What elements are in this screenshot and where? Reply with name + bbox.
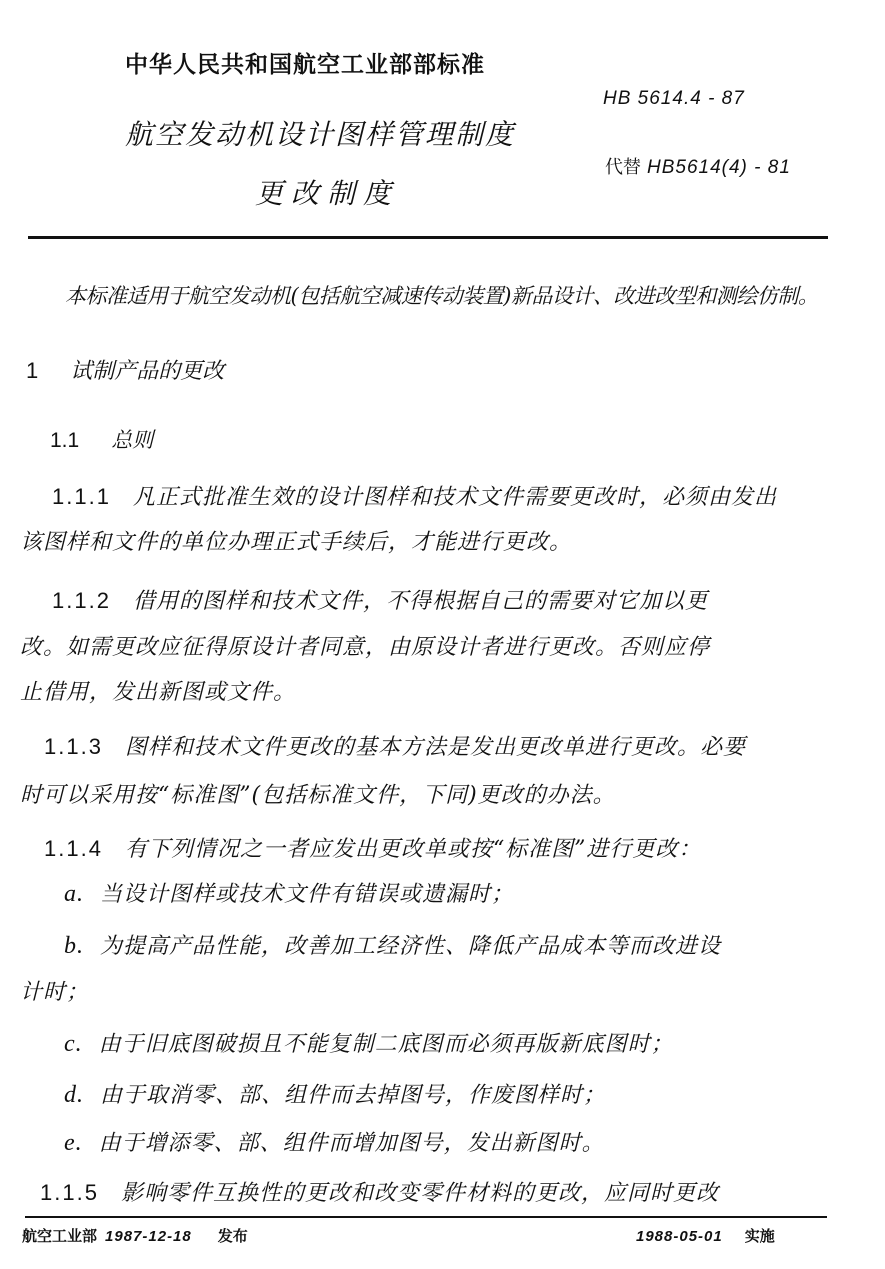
effective-info [628, 1225, 775, 1246]
footer-divider [25, 1216, 827, 1218]
clause-number: 1.1.1 [52, 484, 111, 509]
clause-number: 1.1.3 [44, 734, 103, 759]
issue-date: 1987-12-18 [105, 1228, 192, 1245]
effective-date: 1988-05-01 [636, 1228, 723, 1245]
section-number: 1 [26, 358, 39, 383]
effective-label: 实施 [744, 1227, 775, 1245]
list-item-c [64, 1027, 674, 1058]
item-label: d. [64, 1082, 84, 1108]
clause-text: 影响零件互换性的更改和改变零件材料的更改，应同时更改 [120, 1181, 719, 1206]
clause-number: 1.1.4 [44, 836, 103, 861]
list-item-d [64, 1078, 606, 1109]
clause-text: 有下列情况之一者应发出更改单或按“标准图”进行更改： [124, 837, 702, 862]
standard-code: HB 5614.4 - 87 [603, 88, 745, 109]
subsection-heading [50, 424, 153, 454]
item-label: c. [64, 1031, 83, 1057]
replaces-label: 代替 [605, 157, 641, 177]
list-item-a [64, 877, 514, 908]
organization-title: 中华人民共和国航空工业部部标准 [125, 52, 485, 78]
clause-number: 1.1.5 [40, 1180, 99, 1205]
item-text: 由于取消零、部、组件而去掉图号，作废图样时； [100, 1083, 607, 1108]
replaces-code: HB5614(4) - 81 [647, 157, 791, 178]
list-item-b-continued: 计时； [20, 980, 90, 1005]
clause-text: 图样和技术文件更改的基本方法是发出更改单进行更改。必要 [124, 735, 746, 760]
clause-1-1-3-line-1 [44, 730, 746, 761]
clause-text: 凡正式批准生效的设计图样和技术文件需要更改时，必须由发出 [132, 485, 777, 510]
header-divider [28, 236, 828, 239]
section-title: 试制产品的更改 [70, 359, 225, 384]
list-item-b [64, 929, 721, 960]
clause-1-1-1-line-1 [52, 480, 777, 511]
item-text: 由于增添零、部、组件而增加图号，发出新图时。 [98, 1131, 605, 1156]
item-text: 由于旧底图破损且不能复制二底图而必须再版新底图时； [98, 1032, 674, 1057]
item-label: b. [64, 933, 84, 959]
clause-1-1-3-line-2: 时可以采用按“标准图”(包括标准文件，下同)更改的办法。 [20, 783, 616, 808]
subsection-number: 1.1 [50, 429, 80, 452]
clause-text: 借用的图样和技术文件，不得根据自己的需要对它加以更 [132, 589, 708, 614]
document-subtitle: 更改制度 [255, 177, 400, 210]
section-heading [26, 354, 224, 385]
clause-1-1-1-line-2: 该图样和文件的单位办理正式手续后，才能进行更改。 [20, 530, 573, 555]
clause-1-1-2-line-3: 止借用，发出新图或文件。 [20, 680, 297, 705]
clause-1-1-4-line-1 [44, 832, 701, 863]
list-item-e [64, 1126, 605, 1157]
document-title: 航空发动机设计图样管理制度 [125, 118, 516, 151]
issuer: 航空工业部 [22, 1227, 98, 1245]
item-label: a. [64, 881, 84, 907]
issue-info [22, 1225, 248, 1246]
item-text: 当设计图样或技术文件有错误或遗漏时； [100, 882, 515, 907]
scope-statement: 本标准适用于航空发动机(包括航空减速传动装置)新品设计、改进改型和测绘仿制。 [65, 284, 819, 308]
issue-label: 发布 [217, 1227, 248, 1245]
clause-1-1-2-line-2: 改。如需更改应征得原设计者同意，由原设计者进行更改。否则应停 [20, 635, 711, 660]
item-label: e. [64, 1130, 83, 1156]
clause-1-1-5-line-1 [40, 1176, 719, 1207]
clause-1-1-2-line-1 [52, 584, 708, 615]
clause-number: 1.1.2 [52, 588, 111, 613]
replaces-standard [605, 153, 791, 179]
subsection-title: 总则 [111, 428, 154, 452]
item-text: 为提高产品性能，改善加工经济性、降低产品成本等而改进设 [100, 934, 722, 959]
